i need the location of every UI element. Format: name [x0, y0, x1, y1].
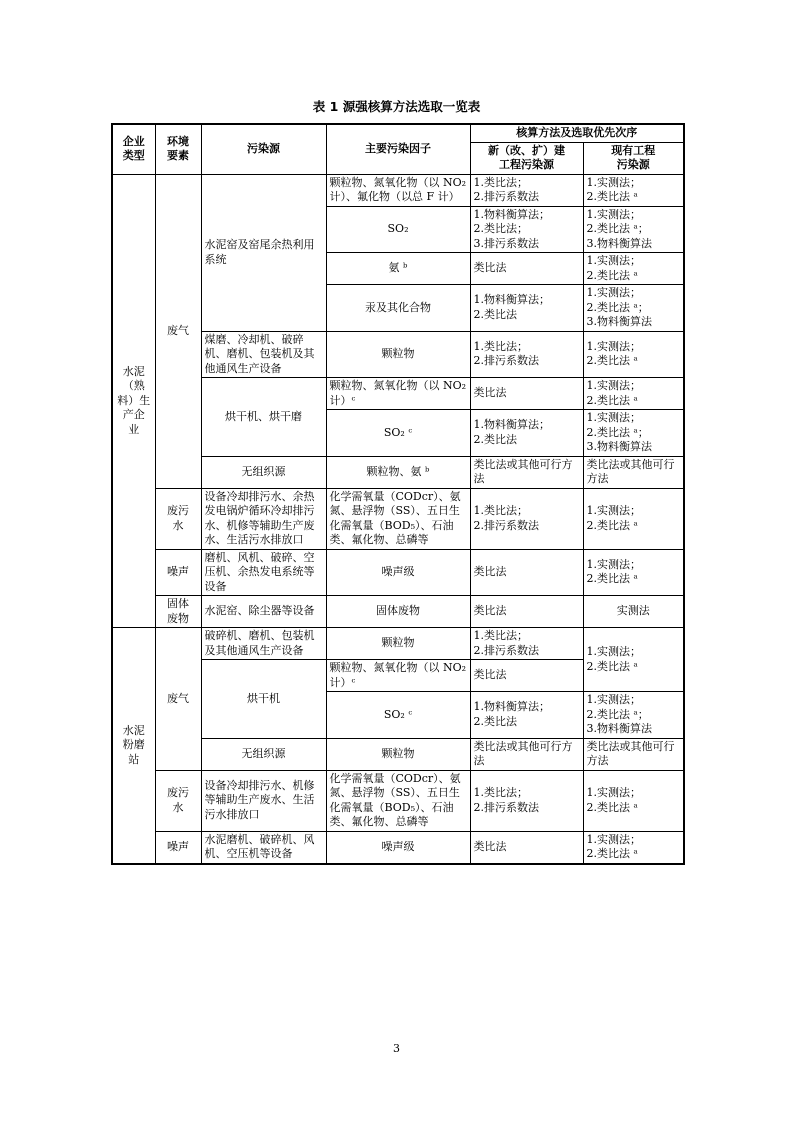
source-noise: 磨机、风机、破碎、空压机、余热发电系统等设备 [201, 549, 326, 596]
element-noise: 噪声 [155, 549, 201, 596]
method-existing: 1.实测法； 2.类比法 ᵃ； 3.物料衡算法 [583, 692, 684, 739]
source-unorganized: 无组织源 [201, 456, 326, 488]
table-row [112, 628, 684, 660]
method-existing: 1.实测法； 2.类比法 ᵃ [583, 770, 684, 831]
element-waste-gas: 废气 [155, 628, 201, 771]
source-wastewater: 设备冷却排污水、余热发电锅炉循环冷却排污水、机修等辅助生产废水、生活污水排放口 [201, 488, 326, 549]
enterprise-clinker: 水泥 （熟 料）生 产企 业 [112, 174, 155, 628]
method-new: 类比法或其他可行方法 [470, 456, 583, 488]
page-number: 3 [393, 1042, 400, 1055]
table-row [112, 174, 684, 206]
method-existing: 1.实测法； 2.类比法 ᵃ [583, 378, 684, 410]
source-coal-mill: 煤磨、冷却机、破碎机、磨机、包装机及其他通风生产设备 [201, 331, 326, 378]
header-pollution-source: 污染源 [201, 124, 326, 174]
factor: 固体废物 [326, 596, 470, 628]
method-existing: 1.实测法； 2.类比法 ᵃ [583, 253, 684, 285]
method-new: 类比法 [470, 549, 583, 596]
table-title: 表 1 源强核算方法选取一览表 [312, 99, 481, 114]
factor: 颗粒物 [326, 331, 470, 378]
element-wastewater: 废污 水 [155, 488, 201, 549]
header-method-group: 核算方法及选取优先次序 [470, 124, 684, 142]
method-new: 1.类比法； 2.排污系数法 [470, 331, 583, 378]
method-new: 类比法 [470, 378, 583, 410]
header-existing-source: 现有工程 污染源 [583, 142, 684, 174]
method-new: 1.物料衡算法； 2.类比法 [470, 410, 583, 457]
method-existing: 1.实测法； 2.类比法 ᵃ [583, 488, 684, 549]
table-row [112, 596, 684, 628]
factor: 汞及其化合物 [326, 285, 470, 332]
method-existing: 1.实测法； 2.类比法 ᵃ； 3.物料衡算法 [583, 285, 684, 332]
method-new: 类比法或其他可行方法 [470, 738, 583, 770]
method-existing: 1.实测法； 2.类比法 ᵃ [583, 549, 684, 596]
method-new: 1.类比法； 2.排污系数法 [470, 770, 583, 831]
method-new: 类比法 [470, 596, 583, 628]
table-row [112, 770, 684, 831]
source-crusher: 破碎机、磨机、包装机及其他通风生产设备 [201, 628, 326, 660]
header-row-1 [112, 124, 684, 142]
method-existing: 1.实测法； 2.类比法 ᵃ [583, 831, 684, 864]
enterprise-grinding-station: 水泥 粉磨 站 [112, 628, 155, 864]
method-existing: 1.实测法； 2.类比法 ᵃ； 3.物料衡算法 [583, 410, 684, 457]
element-noise: 噪声 [155, 831, 201, 864]
method-new: 1.物料衡算法； 2.类比法； 3.排污系数法 [470, 206, 583, 253]
method-new: 1.物料衡算法； 2.类比法 [470, 692, 583, 739]
source-kiln: 水泥窑及窑尾余热利用系统 [201, 174, 326, 331]
method-existing: 类比法或其他可行方法 [583, 456, 684, 488]
table-row [112, 831, 684, 864]
method-existing: 1.实测法； 2.类比法 ᵃ [583, 628, 684, 692]
header-env-element: 环境 要素 [155, 124, 201, 174]
method-existing: 1.实测法； 2.类比法 ᵃ [583, 331, 684, 378]
factor: 颗粒物 [326, 628, 470, 660]
source-method-table [111, 123, 685, 865]
method-existing: 1.实测法； 2.类比法 ᵃ； 3.物料衡算法 [583, 206, 684, 253]
factor: 颗粒物 [326, 738, 470, 770]
element-wastewater: 废污 水 [155, 770, 201, 831]
factor: 颗粒物、氮氧化物（以 NO₂计）ᶜ [326, 378, 470, 410]
method-new: 类比法 [470, 831, 583, 864]
factor: 氨 ᵇ [326, 253, 470, 285]
factor: 化学需氧量（CODcr）、氨氮、悬浮物（SS）、五日生化需氧量（BOD₅）、石油类、氟化物、总磷等 [326, 488, 470, 549]
factor: 化学需氧量（CODcr）、氨氮、悬浮物（SS）、五日生化需氧量（BOD₅）、石油类、氟化物、总磷等 [326, 770, 470, 831]
source-unorganized: 无组织源 [201, 738, 326, 770]
method-existing: 类比法或其他可行方法 [583, 738, 684, 770]
source-dryer: 烘干机 [201, 660, 326, 739]
factor: 噪声级 [326, 831, 470, 864]
source-noise: 水泥磨机、破碎机、风机、空压机等设备 [201, 831, 326, 864]
factor: SO₂ [326, 206, 470, 253]
element-solid-waste: 固体 废物 [155, 596, 201, 628]
source-dryer: 烘干机、烘干磨 [201, 378, 326, 457]
factor: 噪声级 [326, 549, 470, 596]
source-solid: 水泥窑、除尘器等设备 [201, 596, 326, 628]
header-new-source: 新（改、扩）建 工程污染源 [470, 142, 583, 174]
header-enterprise-type: 企业 类型 [112, 124, 155, 174]
method-new: 类比法 [470, 660, 583, 692]
factor: 颗粒物、氮氧化物（以 NO₂计）ᶜ [326, 660, 470, 692]
method-new: 1.物料衡算法； 2.类比法 [470, 285, 583, 332]
factor: 颗粒物、氨 ᵇ [326, 456, 470, 488]
factor: SO₂ ᶜ [326, 692, 470, 739]
factor: 颗粒物、氮氧化物（以 NO₂计）、氟化物（以总 F 计） [326, 174, 470, 206]
method-new: 1.类比法； 2.排污系数法 [470, 628, 583, 660]
method-new: 类比法 [470, 253, 583, 285]
table-row [112, 549, 684, 596]
table-row [112, 488, 684, 549]
factor: SO₂ ᶜ [326, 410, 470, 457]
source-wastewater: 设备冷却排污水、机修等辅助生产废水、生活污水排放口 [201, 770, 326, 831]
header-main-factor: 主要污染因子 [326, 124, 470, 174]
method-existing: 1.实测法； 2.类比法 ᵃ [583, 174, 684, 206]
element-waste-gas: 废气 [155, 174, 201, 488]
method-new: 1.类比法； 2.排污系数法 [470, 174, 583, 206]
method-existing: 实测法 [583, 596, 684, 628]
method-new: 1.类比法； 2.排污系数法 [470, 488, 583, 549]
